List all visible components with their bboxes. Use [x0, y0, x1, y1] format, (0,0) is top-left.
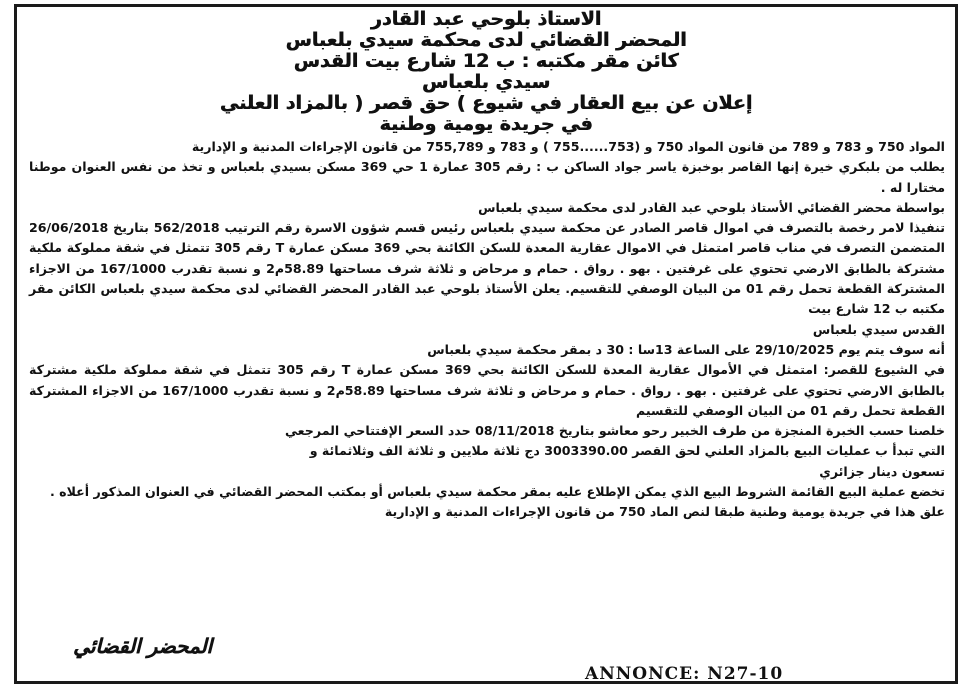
- annonce-number: ANNONCE: N27-10: [585, 664, 784, 684]
- announcement-subtitle: في جريدة يومية وطنية: [379, 113, 593, 135]
- property-description: في الشيوع للقصر: امتمثل في الأموال عقارية المعدة للسكن الكائنة بحي 369 مسكن عمارة T رقم 305 تتمثل في شقة مملوكة ملكية مشتركة بالطابق الارضي تحتوي على غرفتين . بهو . رواق . حمام و مرحاض و ثلاثة شرف مساحتها 58.89م2 و نسبة تقدرب 167/1000 من الاجزاء المشتركة القطعة تحمل رقم 01 من البيان الوصفي للتقسيم: [29, 362, 945, 418]
- execution-order-paragraph: تنفيذا لامر رخصة بالتصرف في اموال قاصر الصادر عن محكمة سيدي بلعباس رئيس قسم شؤون الاسرة رقم الترتيب 562/2018 بتاريخ 26/06/2018 المتضمن التصرف في مناب قاصر امتمثل في الاموال عقارية المعدة للسكن الكائنة بحي 369 مسكن عمارة T رقم 305 تتمثل في شقة مملوكة ملكية مشتركة بالطابق الارضي تحتوي على غرفتين . بهو . رواق . حمام و مرحاض و ثلاثة شرف مساحتها 58.89م2 و نسبة تقدرب 167/1000 من الاجزاء المشتركة القطعة تحمل رقم 01 من البيان الوصفي للتقسيم. يعلن الأستاذ بلوحي عبد القادر المحضر القضائي لدى محكمة سيدي بلعباس الكائن مقر مكتبه ب 12 شارع بيت: [29, 220, 946, 317]
- price-in-words: تسعون دينار جزائري: [819, 463, 945, 479]
- announcement-body: [29, 137, 945, 523]
- sale-conditions: تخضع عملية البيع القائمة الشروط البيع الذي يمكن الإطلاع عليه بمقر محكمة سيدي بلعباس أو بمكتب المحضر القضائي في العنوان المذكور أعلاه .: [49, 484, 945, 500]
- starting-price: التي تبدأ ب عمليات البيع بالمزاد العلني لحق القصر 3003390.00 دج ثلاثة ملايين و ثلاثة الف وثلاثمائة و: [309, 443, 945, 459]
- address-line: القدس سيدي بلعباس: [812, 321, 945, 337]
- expertise-line: خلصنا حسب الخبرة المنجزة من طرف الخبير رحو معاشو بتاريخ 08/11/2018 حدد السعر الإفتتاحي المرجعي: [284, 423, 945, 439]
- bailiff-court: المحضر القضائي لدى محكمة سيدي بلعباس: [285, 29, 687, 51]
- bailiff-signature: المحضر القضائي: [73, 634, 212, 658]
- via-bailiff: بواسطة محضر القضائي الأستاذ بلوحي عبد القادر لدى محكمة سيدي بلعباس: [478, 199, 945, 215]
- office-address: كائن مقر مكتبه : ب 12 شارع بيت القدس: [293, 50, 679, 72]
- announcement-frame: [14, 4, 958, 684]
- announcement-header: [17, 9, 955, 135]
- sale-date: أنه سوف يتم يوم 29/10/2025 على الساعة 13سا : 30 د بمقر محكمة سيدي بلعباس: [427, 341, 945, 357]
- announcement-title: إعلان عن بيع العقار في شيوع ) حق قصر ( بالمزاد العلني: [219, 92, 753, 114]
- bailiff-name: الاستاذ بلوحي عبد القادر: [370, 8, 602, 30]
- office-city: سيدي بلعباس: [421, 71, 551, 93]
- requester-paragraph: يطلب من بلبكري خيرة إنها القاصر بوخبزة ياسر جواد الساكن ب : رقم 305 عمارة 1 حي 369 مسكن بسيدي بلعباس و تخذ من نفس العنوان موطنا مختارا له .: [29, 159, 946, 195]
- legal-articles: المواد 750 و 783 و 789 من قانون المواد 750 و (753......755 ) و 783 و 755,789 من قانون الإجراءات المدنية و الإدارية: [191, 139, 945, 154]
- publication-note: علق هذا في جريدة يومية وطنية طبقا لنص الماد 750 من قانون الإجراءات المدنية و الإدارية: [384, 504, 945, 520]
